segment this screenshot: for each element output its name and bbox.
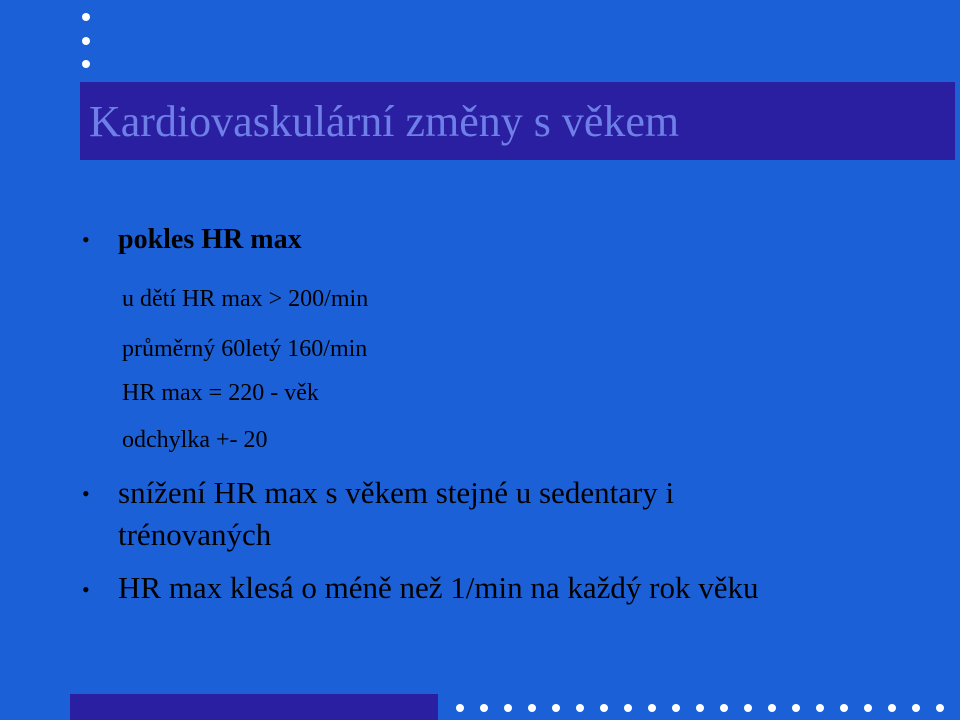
decorative-dot (696, 704, 704, 712)
slide-title: Kardiovaskulární změny s věkem (89, 97, 680, 146)
decorative-dot (624, 704, 632, 712)
decorative-dot (552, 704, 560, 712)
decorative-dot (840, 704, 848, 712)
bullet-text: HR max klesá o méně než 1/min na každý rok věku (118, 570, 759, 605)
decorative-dot (672, 704, 680, 712)
subitem-text: u dětí HR max > 200/min (122, 286, 369, 312)
subitem-text: HR max = 220 - věk (122, 380, 319, 406)
decorative-dot (82, 60, 90, 68)
decorative-dot (888, 704, 896, 712)
decorative-dot (936, 704, 944, 712)
decorative-dot (600, 704, 608, 712)
bullet-icon: • (82, 577, 90, 602)
decorative-dot (82, 13, 90, 21)
decorative-dot (792, 704, 800, 712)
decorative-dot (480, 704, 488, 712)
decorative-dot (648, 704, 656, 712)
decorative-dot (912, 704, 920, 712)
decorative-dot (504, 704, 512, 712)
decorative-dot (576, 704, 584, 712)
decorative-dot (82, 37, 90, 45)
decorative-dot (744, 704, 752, 712)
subitem-text: průměrný 60letý 160/min (122, 336, 368, 362)
bullet-text: pokles HR max (118, 224, 302, 255)
decorative-dot (864, 704, 872, 712)
bullet-icon: • (82, 227, 90, 252)
decorative-dot (816, 704, 824, 712)
decorative-dot (456, 704, 464, 712)
bottom-bar (70, 694, 438, 720)
bullet-icon: • (82, 481, 90, 506)
subitem-text: odchylka +- 20 (122, 427, 268, 453)
bullet-text: snížení HR max s věkem stejné u sedentary i trénovaných (118, 475, 675, 552)
decorative-dot (768, 704, 776, 712)
decorative-dot (720, 704, 728, 712)
decorative-dot (528, 704, 536, 712)
